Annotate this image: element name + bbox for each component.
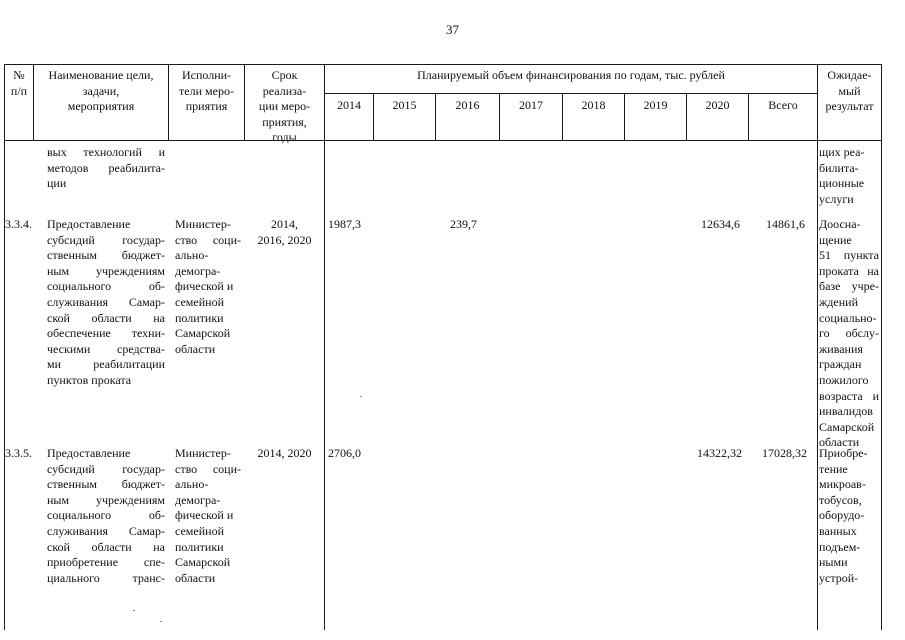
row-value-2014: 2706,0: [328, 446, 361, 460]
header-year-2019: 2019: [643, 98, 668, 112]
row-num: 3.3.4.: [5, 217, 32, 231]
page-number: 37: [446, 22, 459, 37]
row-executor: Министер- ство соци- ально- демогра- фической и семейной политики Самарской области: [175, 446, 241, 585]
row-value-2020: 14322,32: [697, 446, 742, 460]
header-year-2018: 2018: [581, 98, 606, 112]
row-executor: Министер- ство соци- ально- демогра- фической и семейной политики Самарской области: [175, 217, 241, 356]
rule-v-result: [817, 64, 818, 630]
row-num: 3.3.5.: [5, 446, 32, 460]
header-num: № п/п: [10, 68, 28, 98]
header-year-2020: 2020: [705, 98, 730, 112]
continuation-name: вых технологий и методов реабилита- ции: [47, 145, 165, 191]
rule-v-left: [4, 64, 5, 630]
scan-speck: [360, 396, 362, 397]
header-year-2015: 2015: [392, 98, 417, 112]
header-executor: Исполни- тели меро- приятия: [179, 68, 234, 114]
row-value-2016: 239,7: [450, 217, 477, 231]
row-total: 14861,6: [766, 217, 805, 231]
rule-v-term: [324, 64, 325, 630]
row-term: 2014, 2020: [257, 446, 312, 460]
row-total: 17028,32: [762, 446, 807, 460]
header-name: Наименование цели, задачи, мероприятия: [48, 68, 154, 114]
rule-top: [4, 64, 882, 65]
row-name: Предоставление субсидий государ- ственным бюджет- ным учреждениям социального об- служивания Самар- ской области на обеспечение техни- ческими средства- ми реабилитации пунктов проката: [47, 217, 165, 387]
header-result: Ожидае- мый результат: [825, 68, 874, 114]
rule-v-right: [881, 64, 882, 630]
header-year-2017: 2017: [519, 98, 543, 112]
rule-years-top: [324, 93, 817, 94]
row-value-2014: 1987,3: [328, 217, 361, 231]
row-term: 2014, 2016, 2020: [257, 217, 312, 247]
header-term: Срок реализа- ции меро- приятия, годы: [258, 68, 311, 145]
header-year-2014: 2014: [337, 98, 361, 112]
continuation-result: щих реа- билита- ционные услуги: [819, 145, 865, 206]
header-financing: Планируемый объем финансирования по годам, тыс. рублей: [417, 68, 725, 82]
header-total: Всего: [768, 98, 798, 112]
header-year-2016: 2016: [455, 98, 480, 112]
scan-speck: [160, 621, 162, 622]
row-result: Доосна- щение 51 пункта проката на базе учре- ждений социально- го обслу- живания граждан пожилого возраста и инвалидов Самарской области: [819, 217, 879, 450]
scan-speck: [133, 610, 135, 611]
rule-header-bottom: [4, 140, 882, 141]
row-result: Приобре- тение микроав- тобусов, оборудо- ванных подъем- ными устрой-: [819, 446, 868, 585]
row-name: Предоставление субсидий государ- ственным бюджет- ным учреждениям социального об- служивания Самар- ской области на приобретение спе- циального транс-: [47, 446, 165, 585]
row-value-2020: 12634,6: [701, 217, 740, 231]
